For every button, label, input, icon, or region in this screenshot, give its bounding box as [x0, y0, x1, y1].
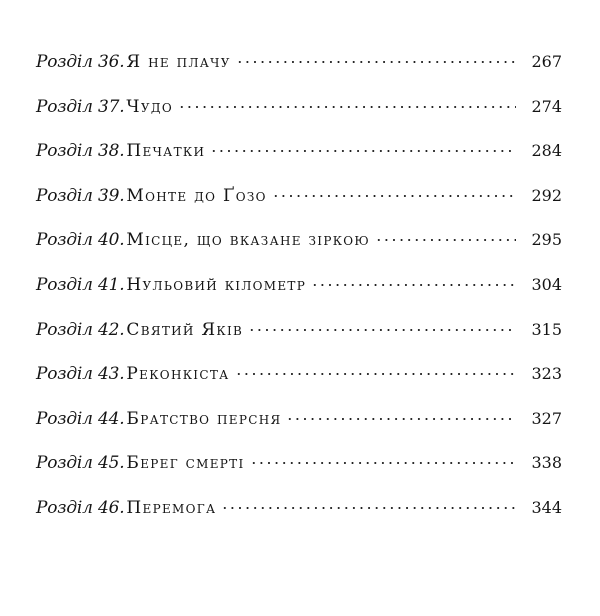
dot-leader	[235, 373, 516, 375]
chapter-number: Розділ 45.	[36, 453, 125, 474]
dot-leader	[248, 329, 516, 331]
chapter-title: Місце, що вказане зіркою	[126, 230, 371, 251]
page-number: 344	[531, 497, 562, 517]
toc-entry	[36, 97, 562, 142]
dot-leader	[221, 507, 516, 509]
page-number: 274	[531, 96, 562, 116]
chapter-title: Реконкіста	[126, 364, 230, 385]
chapter-title: Чудо	[126, 96, 174, 117]
toc-entry	[36, 52, 562, 97]
chapter-number: Розділ 46.	[36, 497, 125, 518]
page-number: 267	[531, 52, 562, 71]
page-number: 323	[531, 364, 562, 384]
chapter-number: Розділ 38.	[36, 141, 125, 162]
page-number: 295	[531, 230, 562, 250]
toc-entry	[36, 453, 562, 498]
dot-leader	[311, 284, 516, 286]
chapter-number: Розділ 36.	[36, 52, 125, 72]
page-number: 284	[531, 141, 562, 161]
chapter-title: Братство персня	[126, 408, 282, 429]
toc-entry	[36, 141, 562, 186]
dot-leader	[210, 150, 516, 152]
dot-leader	[236, 61, 516, 63]
chapter-title: Печатки	[126, 141, 206, 162]
toc-entry	[36, 230, 562, 275]
toc-entry	[36, 186, 562, 231]
toc-entry	[36, 320, 562, 365]
page-number: 304	[531, 274, 562, 294]
toc-entry	[36, 498, 562, 543]
dot-leader	[250, 462, 516, 464]
dot-leader	[178, 106, 516, 108]
dot-leader	[272, 195, 516, 197]
chapter-title: Я не плачу	[126, 52, 231, 72]
chapter-number: Розділ 44.	[36, 408, 125, 429]
chapter-number: Розділ 39.	[36, 185, 125, 206]
dot-leader	[286, 418, 516, 420]
chapter-number: Розділ 42.	[36, 319, 125, 340]
dot-leader	[375, 239, 516, 241]
chapter-number: Розділ 40.	[36, 230, 125, 251]
chapter-title: Нульовий кілометр	[126, 274, 307, 295]
table-of-contents	[36, 52, 562, 543]
page-number: 315	[531, 319, 562, 339]
toc-entry	[36, 275, 562, 320]
page-number: 292	[531, 185, 562, 205]
chapter-title: Святий Яків	[126, 319, 244, 340]
chapter-title: Берег смерті	[126, 453, 245, 474]
page-number: 338	[531, 453, 562, 473]
page-number: 327	[531, 408, 562, 428]
chapter-number: Розділ 41.	[36, 274, 125, 295]
toc-entry	[36, 409, 562, 454]
chapter-title: Монте до Ґозо	[126, 185, 267, 206]
chapter-title: Перемога	[126, 497, 217, 518]
chapter-number: Розділ 43.	[36, 364, 125, 385]
chapter-number: Розділ 37.	[36, 96, 125, 117]
toc-entry	[36, 364, 562, 409]
